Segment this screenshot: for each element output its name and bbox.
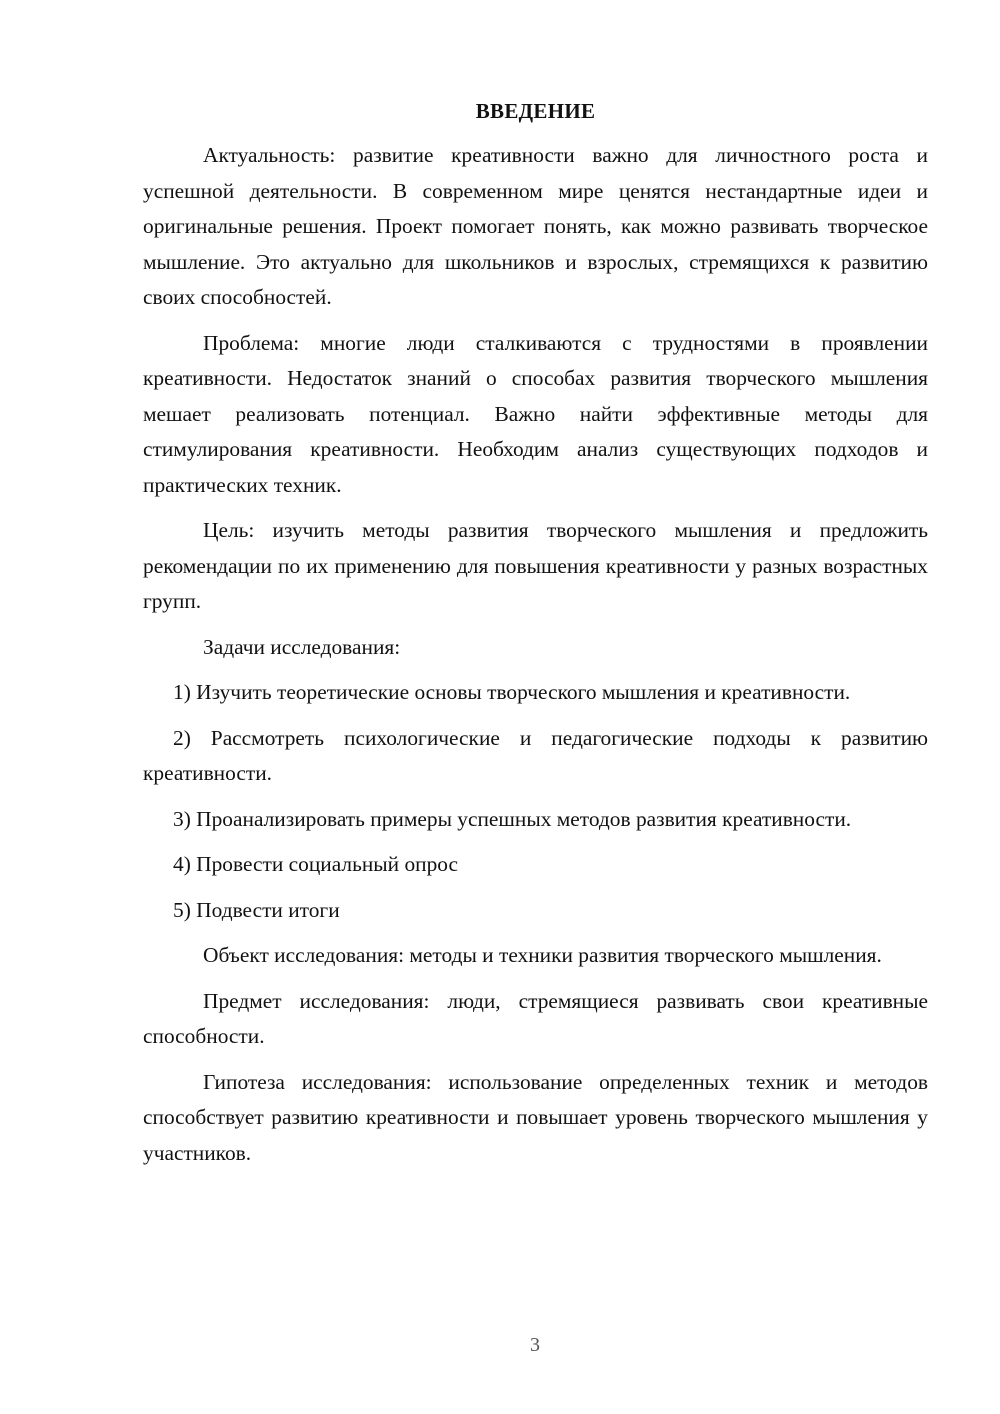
page-number: 3	[530, 1334, 540, 1356]
goal-paragraph: Цель: изучить методы развития творческого мышления и предложить рекомендации по их применению для повышения креативности у разных возрастных групп.	[143, 518, 928, 613]
tasks-title: Задачи исследования:	[203, 634, 401, 659]
page-content	[143, 96, 928, 1181]
object-paragraph: Объект исследования: методы и техники развития творческого мышления.	[203, 943, 882, 967]
task-item-2: 2) Рассмотреть психологические и педагогические подходы к развитию креативности.	[143, 725, 928, 785]
task-item-1: 1) Изучить теоретические основы творческого мышления и креативности.	[173, 680, 851, 704]
problem-paragraph: Проблема: многие люди сталкиваются с трудностями в проявлении креативности. Недостаток знаний о способах развития творческого мышления мешает реализовать потенциал. Важно найти эффективные методы для стимулирования креативности. Необходим анализ существующих подходов и практических техник.	[143, 330, 928, 497]
hypothesis-paragraph: Гипотеза исследования: использование определенных техник и методов способствует развитию креативности и повышает уровень творческого мышления у участников.	[143, 1069, 928, 1165]
task-item-3: 3) Проанализировать примеры успешных методов развития креативности.	[173, 806, 852, 831]
task-item-5: 5) Подвести итоги	[173, 897, 340, 922]
relevance-paragraph: Актуальность: развитие креативности важно для личностного роста и успешной деятельности. В современном мире ценятся нестандартные идеи и оригинальные решения. Проект помогает понять, как можно развивать творческое мышление. Это актуально для школьников и взрослых, стремящихся к развитию своих способностей.	[143, 143, 928, 309]
task-item-4: 4) Провести социальный опрос	[173, 852, 459, 876]
section-heading: ВВЕДЕНИЕ	[475, 99, 596, 123]
subject-paragraph: Предмет исследования: люди, стремящиеся развивать свои креативные способности.	[143, 988, 928, 1048]
